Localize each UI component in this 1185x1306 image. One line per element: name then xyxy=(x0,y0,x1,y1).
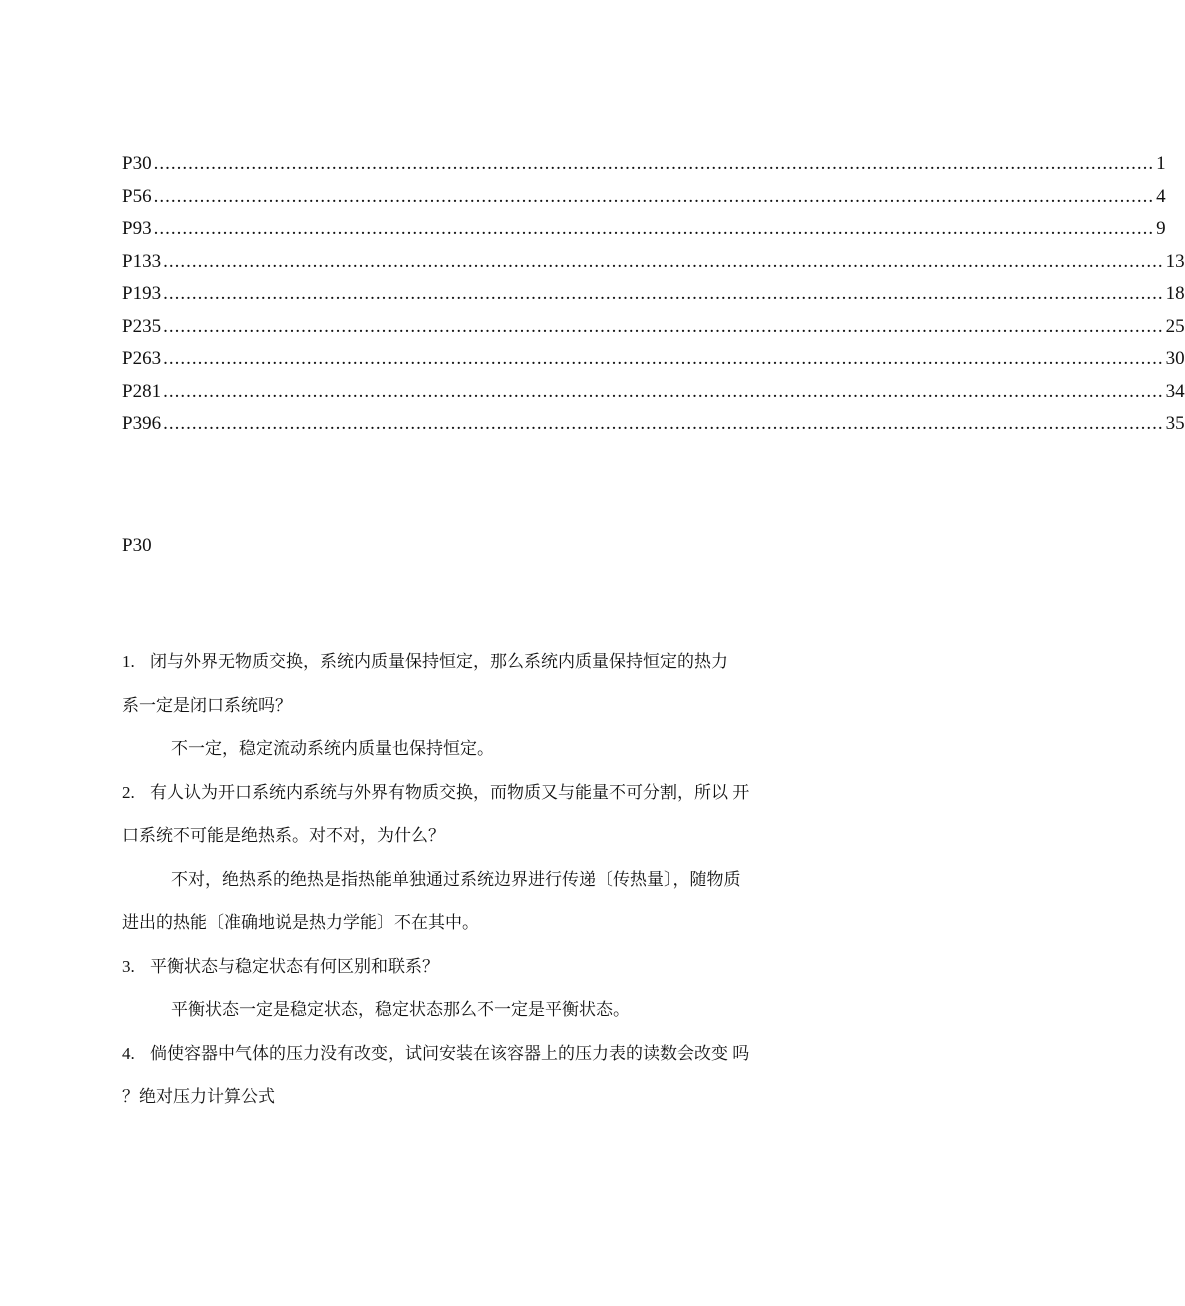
question-number: 1. xyxy=(122,652,135,671)
toc-entry[interactable] xyxy=(122,181,1166,214)
toc-dot-leader: .............................................................................................................................................................................. xyxy=(163,348,1164,369)
question-number: 2. xyxy=(122,782,135,802)
toc-dot-leader: .............................................................................................................................................................................. xyxy=(163,315,1164,337)
toc-entry-label: P281 xyxy=(122,380,162,402)
question-number: 4. xyxy=(122,1043,135,1063)
answer-text: 不对，绝热系的绝热是指热能单独通过系统边界进行传递〔传热量〕，随物质 xyxy=(171,869,741,889)
toc-entry-label: P133 xyxy=(122,250,162,272)
toc-entry-page: 13 xyxy=(1165,250,1185,272)
answer-continuation: 进出的热能〔准确地说是热力学能〕不在其中。 xyxy=(122,913,479,932)
question-line: 倘使容器中气体的压力没有改变，试问安装在该容器上的压力表的读数会改变 吗 xyxy=(150,1043,750,1063)
question-continuation: 系一定是闭口系统吗？ xyxy=(122,695,292,715)
question-text xyxy=(122,945,828,989)
toc-entry[interactable] xyxy=(122,278,1185,311)
toc-entry-page: 34 xyxy=(1165,380,1185,402)
toc-entry-label: P396 xyxy=(122,413,162,434)
question-number: 3. xyxy=(122,956,135,976)
question-text xyxy=(122,1032,828,1076)
question-line: 有人认为开口系统内系统与外界有物质交换，而物质又与能量不可分割，所以 开 xyxy=(150,782,750,802)
toc-entry[interactable] xyxy=(122,376,1185,409)
toc-dot-leader: .............................................................................................................................................................................. xyxy=(163,380,1164,402)
toc-entry-page: 18 xyxy=(1165,283,1185,304)
toc-dot-leader: .............................................................................................................................................................................. xyxy=(153,153,1155,174)
toc-entry[interactable] xyxy=(122,408,1185,441)
section-heading: P30 xyxy=(122,535,152,556)
toc-entry-page: 1 xyxy=(1156,153,1166,174)
question-continuation: ？绝对压力计算公式 xyxy=(122,1087,275,1106)
toc-entry-label: P193 xyxy=(122,283,162,304)
question-continuation: 口系统不可能是绝热系。对不对，为什么？ xyxy=(122,826,445,845)
toc-entry[interactable] xyxy=(122,246,1185,279)
toc-entry-label: P263 xyxy=(122,348,162,369)
toc-entry-label: P30 xyxy=(122,153,152,174)
toc-dot-leader: .............................................................................................................................................................................. xyxy=(153,185,1155,207)
question-line: 闭与外界无物质交换，系统内质量保持恒定，那么系统内质量保持恒定的热力 xyxy=(150,652,728,671)
question-text xyxy=(122,771,828,815)
toc-entry[interactable] xyxy=(122,311,1185,344)
question-list xyxy=(122,640,828,1119)
toc-dot-leader: .............................................................................................................................................................................. xyxy=(163,283,1164,304)
toc-dot-leader: .............................................................................................................................................................................. xyxy=(153,218,1155,239)
toc-dot-leader: .............................................................................................................................................................................. xyxy=(163,250,1164,272)
question-line: 平衡状态与稳定状态有何区别和联系？ xyxy=(150,956,439,976)
table-of-contents xyxy=(122,148,1185,441)
toc-entry-page: 4 xyxy=(1156,185,1166,207)
toc-entry[interactable] xyxy=(122,213,1166,246)
toc-entry-label: P56 xyxy=(122,185,152,207)
toc-entry-page: 25 xyxy=(1165,315,1185,337)
toc-entry-label: P235 xyxy=(122,315,162,337)
toc-dot-leader: .............................................................................................................................................................................. xyxy=(163,413,1164,434)
answer-text: 不一定，稳定流动系统内质量也保持恒定。 xyxy=(171,739,494,758)
toc-entry-label: P93 xyxy=(122,218,152,239)
toc-entry[interactable] xyxy=(122,343,1185,376)
question-text xyxy=(122,640,828,684)
toc-entry-page: 9 xyxy=(1156,218,1166,239)
toc-entry-page: 30 xyxy=(1165,348,1185,369)
toc-entry[interactable] xyxy=(122,148,1166,181)
toc-entry-page: 35 xyxy=(1165,413,1185,434)
answer-text: 平衡状态一定是稳定状态，稳定状态那么不一定是平衡状态。 xyxy=(171,1000,630,1019)
